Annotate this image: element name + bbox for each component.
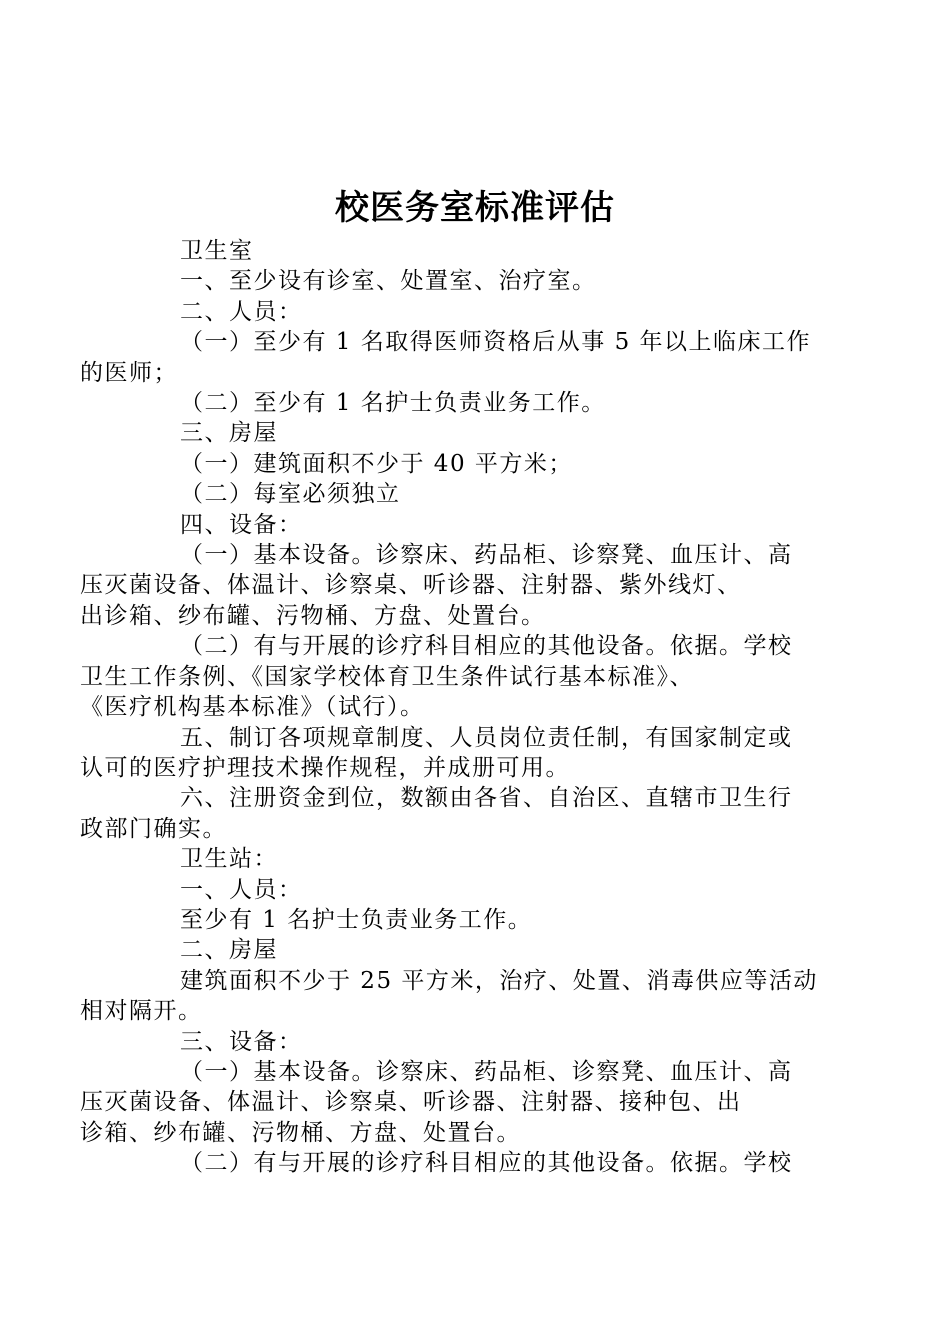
paragraph-continuation-line: 认可的医疗护理技术操作规程，并成册可用。 — [80, 754, 570, 781]
paragraph — [130, 905, 830, 935]
paragraph — [130, 266, 830, 296]
paragraph-continuation-line: 卫生工作条例、《国家学校体育卫生条件试行基本标准》、 — [80, 663, 694, 690]
paragraph — [130, 418, 830, 448]
paragraph — [80, 327, 830, 388]
paragraph — [130, 236, 830, 266]
paragraph — [80, 783, 830, 844]
paragraph-first-line: （一）基本设备。诊察床、药品柜、诊察凳、血压计、高 — [180, 1058, 793, 1085]
paragraph-continuation-line: 压灭菌设备、体温计、诊察桌、听诊器、注射器、接种包、出 — [80, 1089, 742, 1116]
paragraph-first-line: 四、设备： — [180, 511, 303, 538]
paragraph-continuation-line: 诊箱、纱布罐、污物桶、方盘、处置台。 — [80, 1119, 521, 1146]
paragraph-first-line: 五、制订各项规章制度、人员岗位责任制，有国家制定或 — [180, 724, 793, 751]
paragraph-first-line: 三、设备： — [180, 1028, 303, 1055]
paragraph-first-line: 一、至少设有诊室、处置室、治疗室。 — [180, 268, 597, 295]
paragraph — [80, 540, 830, 631]
paragraph-first-line: 二、房屋 — [180, 937, 278, 964]
paragraph-first-line: （一）至少有 1 名取得医师资格后从事 5 年以上临床工作 — [180, 329, 812, 356]
paragraph-first-line: 至少有 1 名护士负责业务工作。 — [180, 906, 533, 933]
paragraph — [130, 297, 830, 327]
paragraph — [130, 935, 830, 965]
paragraph — [130, 1148, 830, 1178]
paragraph — [80, 631, 830, 722]
paragraph-first-line: 卫生室 — [180, 238, 254, 264]
paragraph-continuation-line: 相对隔开。 — [80, 998, 203, 1025]
paragraph — [130, 479, 830, 509]
paragraph-continuation-line: 压灭菌设备、体温计、诊察桌、听诊器、注射器、紫外线灯、 — [80, 572, 742, 599]
paragraph-first-line: 一、人员： — [180, 876, 303, 903]
document-title: 校医务室标准评估 — [335, 188, 615, 228]
paragraph — [130, 875, 830, 905]
paragraph-first-line: （一）建筑面积不少于 40 平方米； — [180, 450, 573, 477]
paragraph — [130, 844, 830, 874]
document-body — [80, 236, 830, 1179]
paragraph — [80, 1057, 830, 1148]
paragraph — [80, 723, 830, 784]
paragraph-continuation-line: 《医疗机构基本标准》（试行）。 — [80, 694, 425, 721]
paragraph-first-line: 六、注册资金到位，数额由各省、自治区、直辖市卫生行 — [180, 785, 793, 812]
paragraph-continuation-line: 出诊箱、纱布罐、污物桶、方盘、处置台。 — [80, 602, 546, 629]
paragraph-first-line: 三、房屋 — [180, 420, 278, 447]
paragraph-first-line: 二、人员： — [180, 298, 303, 325]
paragraph-first-line: （二）有与开展的诊疗科目相应的其他设备。依据。学校 — [180, 633, 793, 660]
paragraph — [130, 449, 830, 479]
paragraph-first-line: （二）有与开展的诊疗科目相应的其他设备。依据。学校 — [180, 1150, 793, 1177]
paragraph — [80, 966, 830, 1027]
paragraph-continuation-line: 的医师； — [80, 359, 178, 386]
paragraph-first-line: 建筑面积不少于 25 平方米，治疗、处置、消毒供应等活动 — [180, 967, 818, 994]
paragraph-first-line: （二）每室必须独立 — [180, 481, 401, 508]
paragraph-first-line: 卫生站： — [180, 846, 278, 873]
paragraph — [130, 510, 830, 540]
paragraph-continuation-line: 政部门确实。 — [80, 815, 227, 842]
paragraph-first-line: （一）基本设备。诊察床、药品柜、诊察凳、血压计、高 — [180, 542, 793, 569]
paragraph — [130, 1027, 830, 1057]
paragraph-first-line: （二）至少有 1 名护士负责业务工作。 — [180, 390, 606, 417]
paragraph — [130, 388, 830, 418]
